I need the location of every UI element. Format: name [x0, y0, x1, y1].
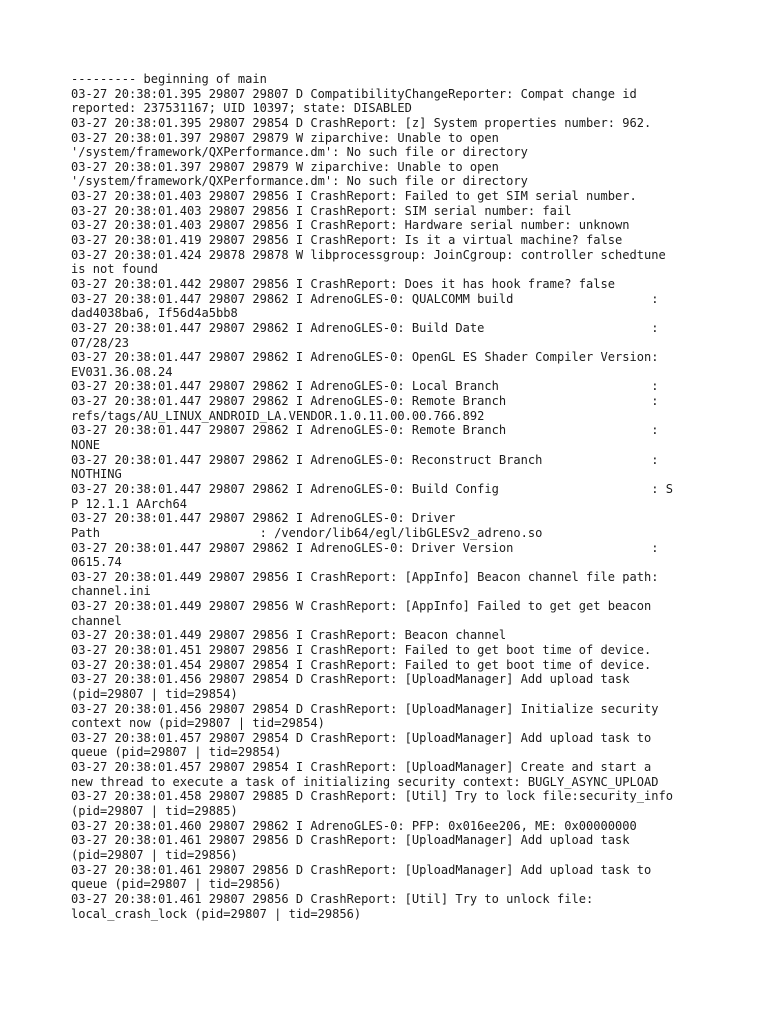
log-line: 03-27 20:38:01.397 29807 29879 W ziparchive: Unable to open	[71, 159, 499, 174]
log-line: channel.ini	[71, 584, 151, 599]
log-line: 03-27 20:38:01.447 29807 29862 I AdrenoGLES-0: QUALCOMM build :	[71, 291, 659, 306]
log-line: NOTHING	[71, 467, 122, 482]
log-line: is not found	[71, 262, 159, 277]
log-line: 03-27 20:38:01.456 29807 29854 D CrashReport: [UploadManager] Add upload task	[71, 672, 630, 687]
log-line: 03-27 20:38:01.447 29807 29862 I AdrenoGLES-0: Local Branch :	[71, 379, 659, 394]
log-line: 03-27 20:38:01.461 29807 29856 D CrashReport: [UploadManager] Add upload task	[71, 833, 630, 848]
log-line: 03-27 20:38:01.461 29807 29856 D CrashReport: [UploadManager] Add upload task to	[71, 862, 652, 877]
log-line: (pid=29807 | tid=29854)	[71, 686, 238, 701]
log-line: 03-27 20:38:01.442 29807 29856 I CrashReport: Does it has hook frame? false	[71, 276, 615, 291]
log-line: 03-27 20:38:01.461 29807 29856 D CrashReport: [Util] Try to unlock file:	[71, 891, 594, 906]
log-line: 03-27 20:38:01.456 29807 29854 D CrashReport: [UploadManager] Initialize security	[71, 701, 659, 716]
log-line: 03-27 20:38:01.403 29807 29856 I CrashReport: SIM serial number: fail	[71, 203, 572, 218]
log-text	[71, 72, 711, 921]
log-line: 0615.74	[71, 555, 122, 570]
log-line: 03-27 20:38:01.458 29807 29885 D CrashReport: [Util] Try to lock file:security_info	[71, 789, 673, 804]
log-line: 03-27 20:38:01.457 29807 29854 D CrashReport: [UploadManager] Add upload task to	[71, 730, 652, 745]
log-line: 03-27 20:38:01.447 29807 29862 I AdrenoGLES-0: Remote Branch :	[71, 394, 659, 409]
log-line: channel	[71, 613, 122, 628]
log-line: refs/tags/AU_LINUX_ANDROID_LA.VENDOR.1.0.11.00.00.766.892	[71, 408, 485, 423]
log-line: 03-27 20:38:01.447 29807 29862 I AdrenoGLES-0: Build Date :	[71, 320, 659, 335]
log-line: queue (pid=29807 | tid=29854)	[71, 745, 282, 760]
log-line: 03-27 20:38:01.460 29807 29862 I AdrenoGLES-0: PFP: 0x016ee206, ME: 0x00000000	[71, 818, 637, 833]
log-line: '/system/framework/QXPerformance.dm': No such file or directory	[71, 174, 528, 189]
log-line: --------- beginning of main	[71, 72, 267, 86]
log-line: '/system/framework/QXPerformance.dm': No such file or directory	[71, 145, 528, 160]
log-line: (pid=29807 | tid=29885)	[71, 804, 238, 819]
log-line: 03-27 20:38:01.395 29807 29854 D CrashReport: [z] System properties number: 962.	[71, 115, 652, 130]
log-line: 03-27 20:38:01.395 29807 29807 D CompatibilityChangeReporter: Compat change id	[71, 86, 637, 101]
log-line: queue (pid=29807 | tid=29856)	[71, 877, 282, 892]
log-line: 03-27 20:38:01.424 29878 29878 W libprocessgroup: JoinCgroup: controller schedtune	[71, 247, 666, 262]
log-line: 03-27 20:38:01.449 29807 29856 I CrashReport: Beacon channel	[71, 628, 507, 643]
log-line: new thread to execute a task of initializing security context: BUGLY_ASYNC_UPLOAD	[71, 774, 659, 789]
log-line: 03-27 20:38:01.419 29807 29856 I CrashReport: Is it a virtual machine? false	[71, 233, 623, 248]
log-line: 03-27 20:38:01.457 29807 29854 I CrashReport: [UploadManager] Create and start a	[71, 760, 652, 775]
log-line: 03-27 20:38:01.397 29807 29879 W ziparchive: Unable to open	[71, 130, 499, 145]
log-line: 03-27 20:38:01.449 29807 29856 I CrashReport: [AppInfo] Beacon channel file path:	[71, 569, 659, 584]
log-line: 03-27 20:38:01.447 29807 29862 I AdrenoGLES-0: Remote Branch :	[71, 423, 659, 438]
log-line: 03-27 20:38:01.447 29807 29862 I AdrenoGLES-0: Build Config : S	[71, 481, 673, 496]
log-line: 03-27 20:38:01.447 29807 29862 I AdrenoGLES-0: Driver Version :	[71, 540, 659, 555]
log-line: 03-27 20:38:01.451 29807 29856 I CrashReport: Failed to get boot time of device.	[71, 642, 652, 657]
log-line: 03-27 20:38:01.447 29807 29862 I AdrenoGLES-0: Driver	[71, 511, 456, 526]
log-line: 03-27 20:38:01.449 29807 29856 W CrashReport: [AppInfo] Failed to get get beacon	[71, 599, 652, 614]
log-line: context now (pid=29807 | tid=29854)	[71, 716, 325, 731]
log-line: 03-27 20:38:01.447 29807 29862 I AdrenoGLES-0: Reconstruct Branch :	[71, 452, 659, 467]
log-line: EV031.36.08.24	[71, 364, 173, 379]
log-line: 03-27 20:38:01.403 29807 29856 I CrashReport: Failed to get SIM serial number.	[71, 189, 637, 204]
log-line: 03-27 20:38:01.403 29807 29856 I CrashReport: Hardware serial number: unknown	[71, 218, 630, 233]
log-line: P 12.1.1 AArch64	[71, 496, 188, 511]
log-line: 03-27 20:38:01.447 29807 29862 I AdrenoGLES-0: OpenGL ES Shader Compiler Version:	[71, 350, 659, 365]
log-line: dad4038ba6, If56d4a5bb8	[71, 306, 238, 321]
log-line: local_crash_lock (pid=29807 | tid=29856)	[71, 906, 362, 921]
log-line: 07/28/23	[71, 335, 130, 350]
log-line: Path : /vendor/lib64/egl/libGLESv2_adreno.so	[71, 525, 543, 540]
log-line: NONE	[71, 438, 101, 453]
log-line: 03-27 20:38:01.454 29807 29854 I CrashReport: Failed to get boot time of device.	[71, 657, 652, 672]
log-line: (pid=29807 | tid=29856)	[71, 847, 238, 862]
log-line: reported: 237531167; UID 10397; state: DISABLED	[71, 101, 412, 116]
